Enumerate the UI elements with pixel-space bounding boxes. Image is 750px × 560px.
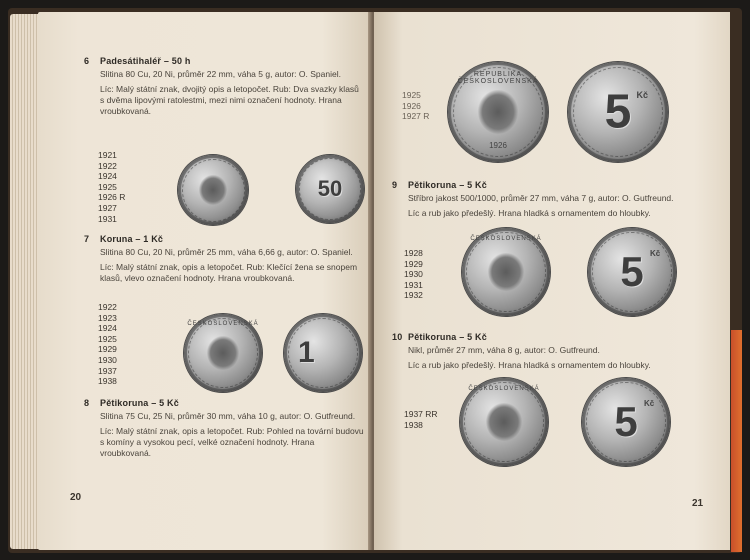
- entry-description: Líc: Malý státní znak, opis a letopočet. Rub: Klečící žena se snopem klasů, vlevo označení hodnoty. Hrana vroubkovaná.: [100, 262, 358, 283]
- entry-spec: Slitina 80 Cu, 20 Ni, průměr 22 mm, váha 5 g, autor: O. Spaniel.: [100, 69, 341, 79]
- year-item: 1937 RR: [404, 409, 438, 419]
- bookmark-strip: [731, 330, 742, 552]
- year-item: 1930: [404, 269, 423, 280]
- entry-spec: Slitina 75 Cu, 25 Ni, průměr 30 mm, váha 10 g, autor: O. Gutfreund.: [100, 411, 356, 421]
- year-item: 1924: [98, 171, 117, 182]
- year-item: 1926: [402, 100, 421, 111]
- left-page: [38, 12, 372, 550]
- year-item: 1927: [98, 202, 117, 213]
- year-item: 1921: [98, 150, 117, 160]
- year-item: 1922: [98, 302, 117, 312]
- year-item: 1926 R: [98, 192, 126, 203]
- page-edges: [10, 14, 40, 549]
- catalog-entry-9: [392, 180, 712, 219]
- year-item: 1925: [98, 181, 117, 192]
- year-item: 1938: [98, 376, 117, 387]
- entry-spec: Stříbro jakost 500/1000, průměr 27 mm, váha 7 g, autor: O. Gutfreund.: [408, 193, 674, 203]
- year-list: [404, 248, 423, 301]
- year-item: 1938: [404, 419, 423, 430]
- entry-spec: Nikl, průměr 27 mm, váha 8 g, autor: O. Gutfreund.: [408, 345, 600, 355]
- entry-title: 8 Pětikoruna – 5 Kč: [84, 398, 179, 408]
- year-list: [98, 150, 125, 224]
- year-item: 1924: [98, 323, 117, 334]
- coin-5kc-1937-reverse: 5 Kč: [582, 378, 670, 466]
- entry-title: 7 Koruna – 1 Kč: [84, 234, 164, 244]
- coin-5kc-1928-obverse: ČESKOSLOVENSKÁ: [462, 228, 550, 316]
- year-item: 1931: [98, 213, 117, 224]
- year-item: 1937: [98, 365, 117, 376]
- year-list: [404, 409, 438, 430]
- year-list: [98, 302, 117, 387]
- entry-description: Líc: Malý státní znak, opis a letopočet. Rub: Pohled na tovární budovu s komíny a vysokou pecí, velké označení hodnoty. Hrana vroubkovaná.: [100, 426, 364, 458]
- year-item: 1927 R: [402, 111, 430, 122]
- coin-1kc-reverse: 1: [284, 314, 362, 392]
- coin-50h-obverse: [178, 155, 248, 225]
- coin-1kc-obverse: ČESKOSLOVENSKÁ: [184, 314, 262, 392]
- page-number: 20: [70, 492, 82, 503]
- right-page: [374, 12, 730, 550]
- year-item: 1922: [98, 160, 117, 171]
- year-item: 1923: [98, 312, 117, 323]
- year-item: 1925: [402, 90, 421, 100]
- year-item: 1931: [404, 279, 423, 290]
- coin-50h-reverse: 50: [296, 155, 364, 223]
- coin-5kc-1925-obverse: REPUBLIKA ČESKOSLOVENSKÁ 1926: [448, 62, 548, 162]
- year-item: 1930: [98, 354, 117, 365]
- entry-title: 10 Pětikoruna – 5 Kč: [392, 332, 487, 342]
- page-number: 21: [692, 498, 704, 509]
- entry-description: Líc: Malý státní znak, dvojitý opis a letopočet. Rub: Dva svazky klasů s dvěma lipovými ratolestmi, mezi nimi označení hodnoty. Hrana vroubkovaná.: [100, 84, 359, 116]
- year-item: 1928: [404, 248, 423, 258]
- catalog-entry-8: [84, 398, 364, 459]
- year-item: 1929: [404, 258, 423, 269]
- coin-5kc-1928-reverse: 5 Kč: [588, 228, 676, 316]
- coin-5kc-1925-reverse: 5 Kč: [568, 62, 668, 162]
- entry-title: 6 Padesátihaléř – 50 h: [84, 56, 191, 66]
- entry-description: Líc a rub jako předešlý. Hrana hladká s ornamentem do hloubky.: [408, 208, 651, 218]
- catalog-entry-6: [84, 56, 364, 117]
- catalog-entry-10: [392, 332, 712, 371]
- year-item: 1925: [98, 333, 117, 344]
- entry-description: Líc a rub jako předešlý. Hrana hladká s ornamentem do hloubky.: [408, 360, 651, 370]
- entry-spec: Slitina 80 Cu, 20 Ni, průměr 25 mm, váha 6,66 g, autor: O. Spaniel.: [100, 247, 353, 257]
- coin-5kc-1937-obverse: ČESKOSLOVENSKÁ: [460, 378, 548, 466]
- year-item: 1929: [98, 344, 117, 355]
- catalog-entry-7: [84, 234, 364, 284]
- year-list: [402, 90, 429, 122]
- entry-title: 9 Pětikoruna – 5 Kč: [392, 180, 487, 190]
- year-item: 1932: [404, 290, 423, 301]
